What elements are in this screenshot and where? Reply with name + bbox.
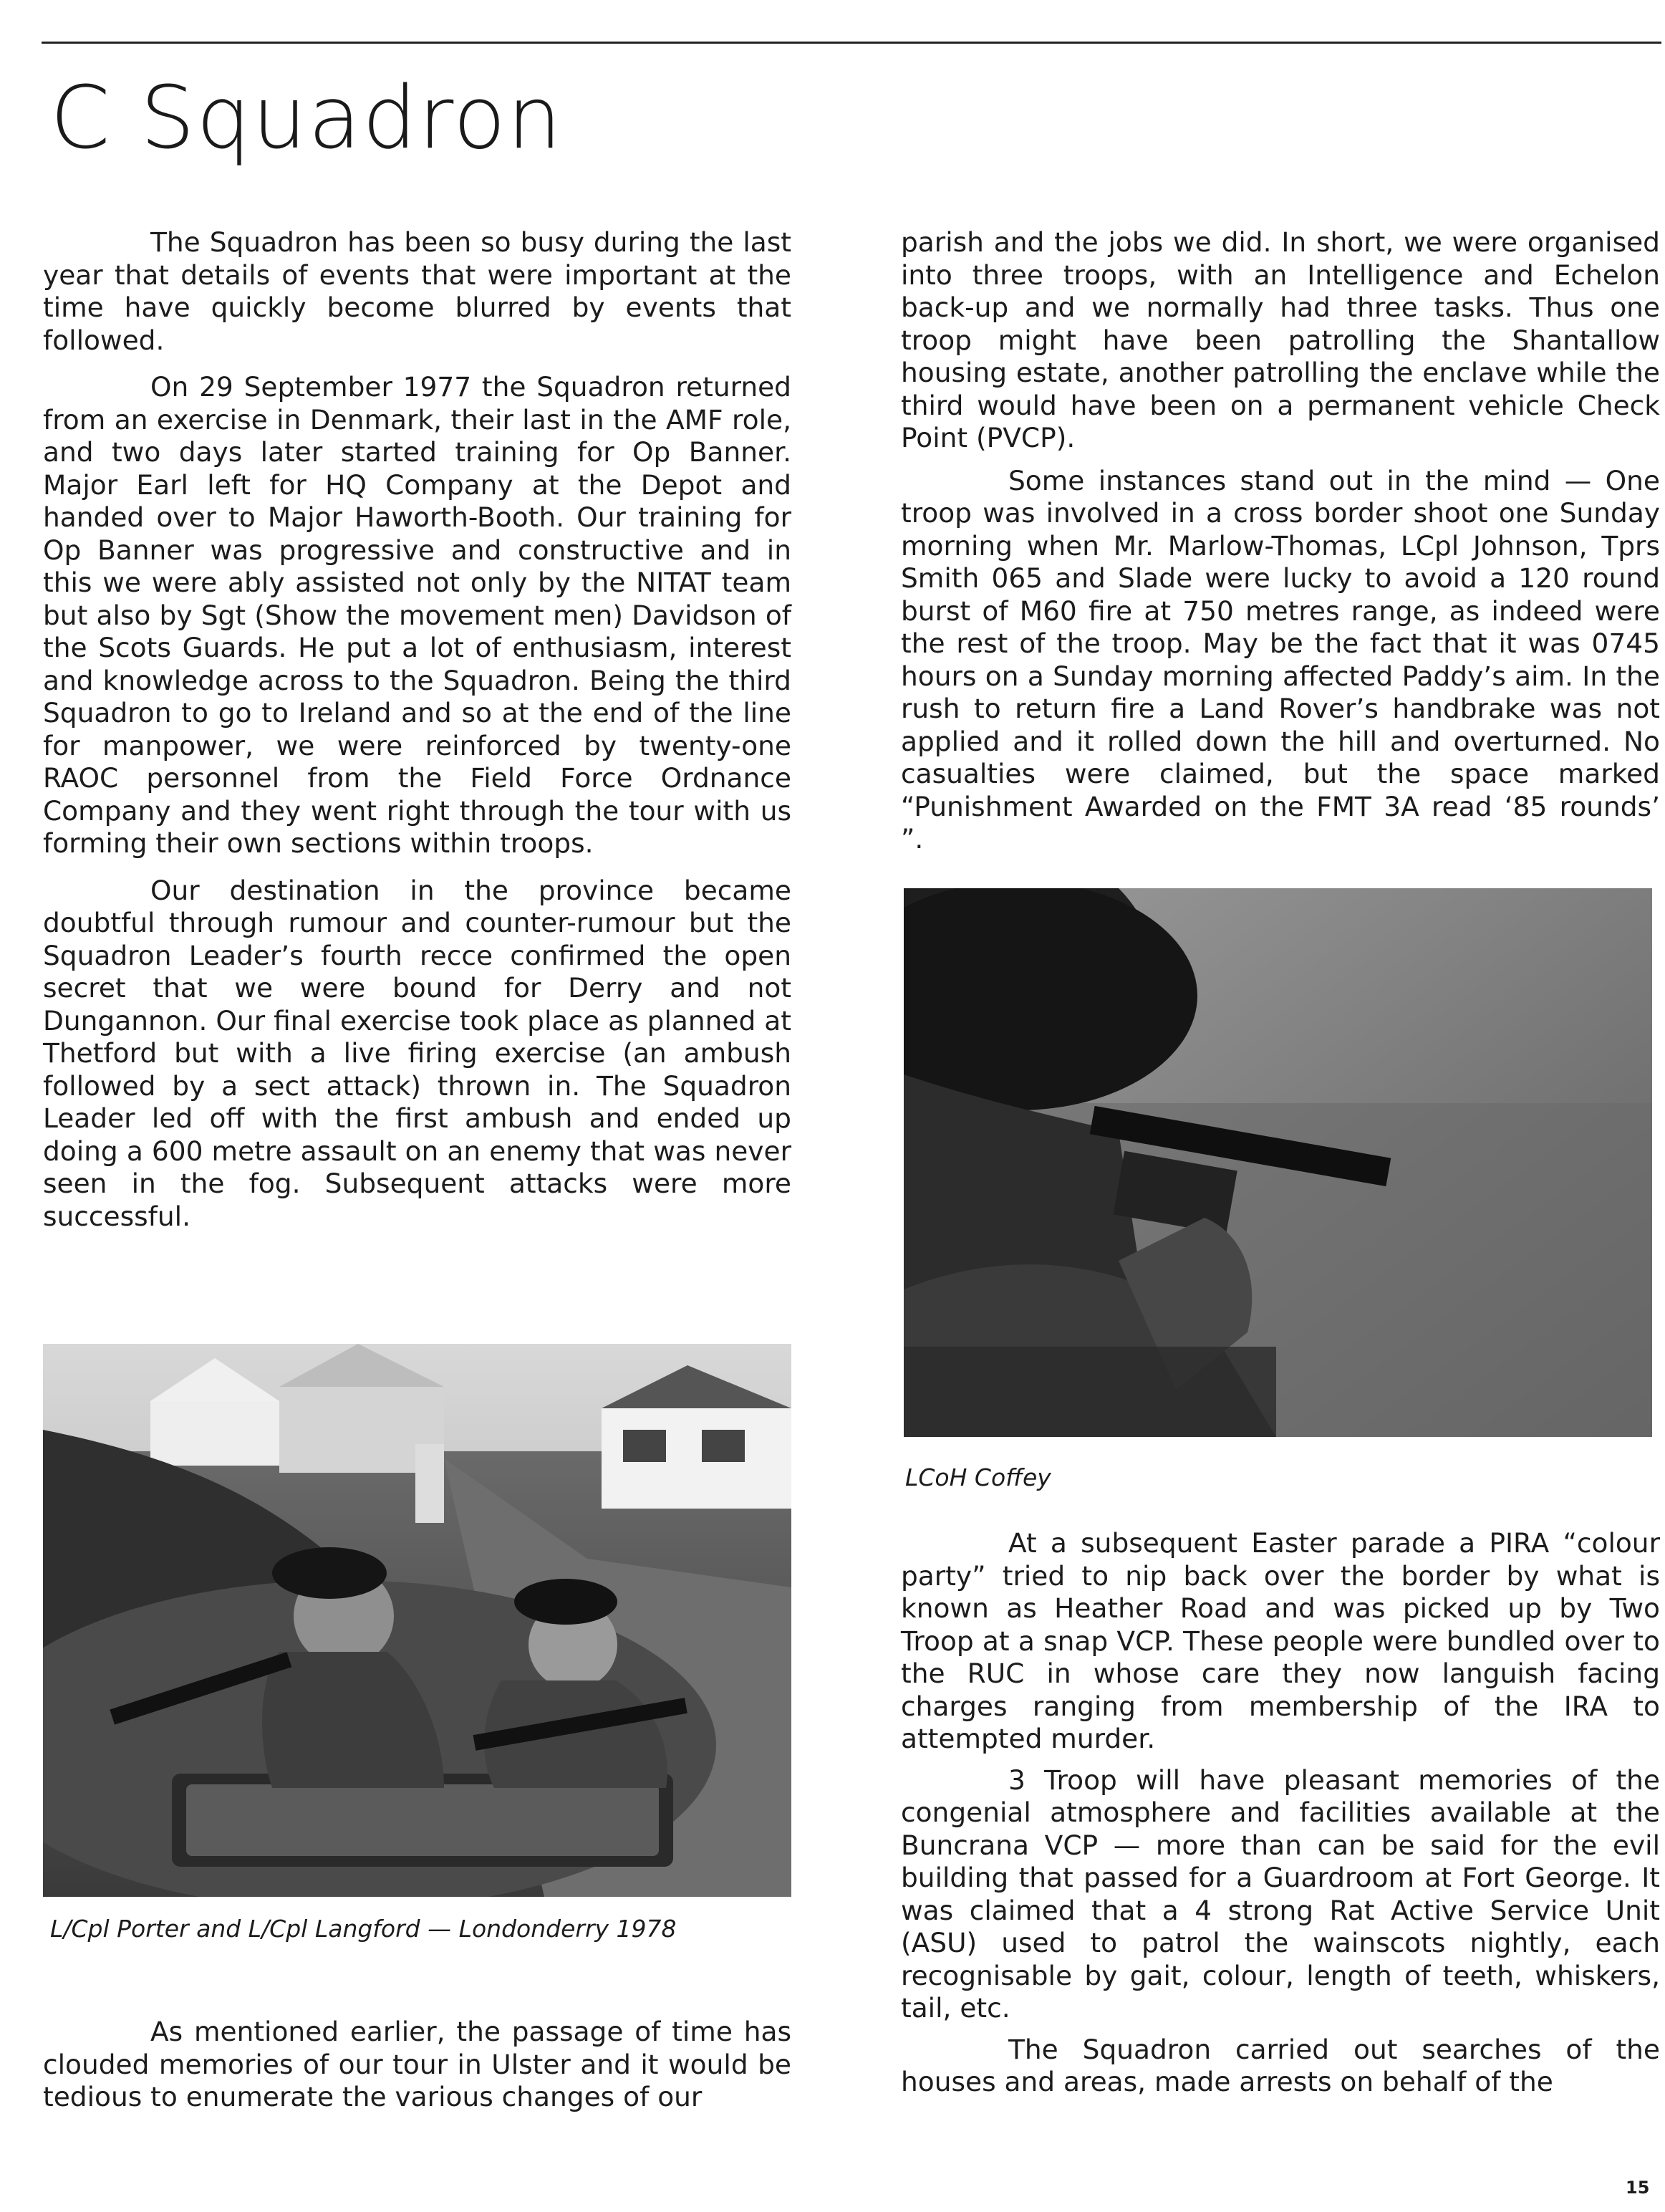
paragraph: The Squadron has been so busy during the last year that details of events that were important at the time have quickly become blurred by events that followed. <box>43 226 791 356</box>
paragraph: Our destination in the province became doubtful through rumour and counter-rumour but the Squadron Leader’s fourth recce confirmed the open secret that we were bound for Derry and not Dungannon. Our final exercise took place as planned at Thetford but with a live firing exercise (an ambush followed by a sect attack) thrown in. The Squadron Leader led off with the first ambush and ended up doing a 600 metre assault on an enemy that was never seen in the fog. Subsequent attacks were more successful. <box>43 874 791 1232</box>
photo-soldier-aiming-rifle <box>904 888 1652 1437</box>
photo-soldiers-in-vehicle <box>43 1344 791 1897</box>
paragraph: On 29 September 1977 the Squadron returned from an exercise in Denmark, their last in the AMF role, and two days later started training for Op Banner. Major Earl left for HQ Company at the Depot and handed over to Major Haworth-Booth. Our training for Op Banner was progressive and constructive and in this we were ably assisted not only by the NITAT team but also by Sgt (Show the movement men) Davidson of the Scots Guards. He put a lot of enthusiasm, interest and knowledge across to the Squadron. Being the third Squadron to go to Ireland and so at the end of the line for manpower, we were reinforced by twenty-one RAOC personnel from the Field Force Ordnance Company and they went right through the tour with us forming their own sections within troops. <box>43 371 791 859</box>
left-column-continued <box>43 2016 791 2114</box>
right-column <box>901 226 1660 856</box>
paragraph: Some instances stand out in the mind — One troop was involved in a cross border shoot one Sunday morning when Mr. Marlow-Thomas, LCpl Johnson, Tprs Smith 065 and Slade were lucky to avoid a 120 round burst of M60 fire at 750 metres range, as indeed were the rest of the troop. May be the fact that it was 0745 hours on a Sunday morning affected Paddy’s aim. In the rush to return fire a Land Rover’s handbrake was not applied and it rolled down the hill and overturned. No casualties were claimed, but the space marked “Punishment Awarded on the FMT 3A read ‘85 rounds’ ”. <box>901 464 1660 855</box>
paragraph: The Squadron carried out searches of the houses and areas, made arrests on behalf of the <box>901 2033 1660 2097</box>
paragraph: 3 Troop will have pleasant memories of the congenial atmosphere and facilities available at the Buncrana VCP — more than can be said for the evil building that passed for a Guardroom at Fort George. It was claimed that a 4 strong Rat Active Service Unit (ASU) used to patrol the wainscots nightly, each recognisable by gait, colour, length of teeth, whiskers, tail, etc. <box>901 1764 1660 2024</box>
page-title: C Squadron <box>50 69 564 168</box>
paragraph: parish and the jobs we did. In short, we were organised into three troops, with an Intelligence and Echelon back-up and we normally had three tasks. Thus one troop might have been patrolling the Shantallow housing estate, another patrolling the enclave while the third would have been on a permanent vehicle Check Point (PVCP). <box>901 226 1660 453</box>
photo-caption: LCoH Coffey <box>905 1463 1051 1491</box>
left-column <box>43 226 791 1233</box>
photo-caption: L/Cpl Porter and L/Cpl Langford — Londonderry 1978 <box>50 1915 677 1943</box>
right-column-continued <box>901 1527 1660 2099</box>
header-rule <box>42 42 1661 44</box>
page-number: 15 <box>1626 2178 1650 2198</box>
paragraph: As mentioned earlier, the passage of time has clouded memories of our tour in Ulster and it would be tedious to enumerate the various changes of our <box>43 2016 791 2112</box>
paragraph: At a subsequent Easter parade a PIRA “colour party” tried to nip back over the border by what is known as Heather Road and was picked up by Two Troop at a snap VCP. These people were bundled over to the RUC in whose care they now languish facing charges ranging from membership of the IRA to attempted murder. <box>901 1527 1660 1754</box>
